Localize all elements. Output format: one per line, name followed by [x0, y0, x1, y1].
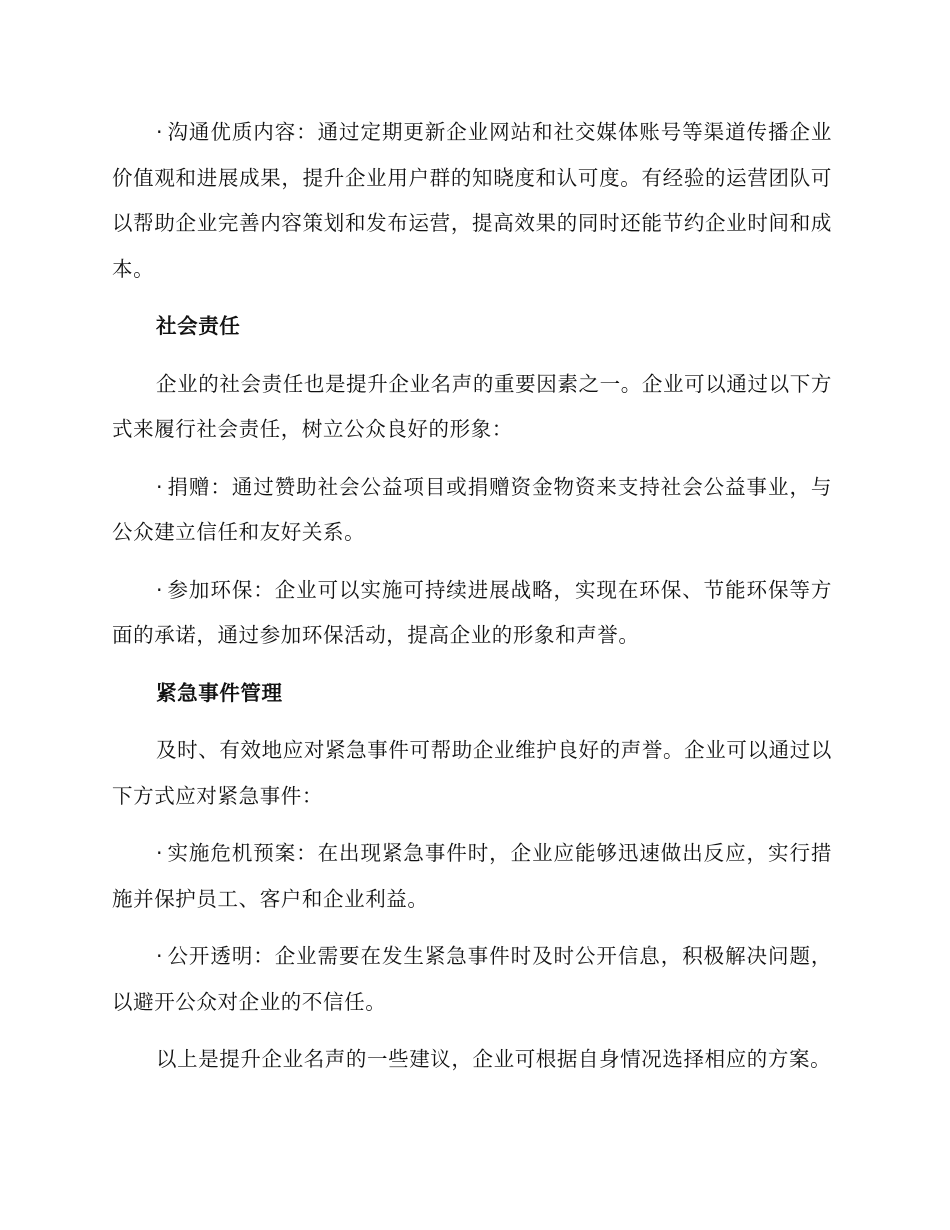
paragraph-social-responsibility-intro: 企业的社会责任也是提升企业名声的重要因素之一。企业可以通过以下方式来履行社会责任，树立公众良好的形象：: [112, 371, 832, 441]
bullet-marker: ·: [156, 120, 164, 144]
section-heading-emergency-management: 紧急事件管理: [156, 680, 283, 705]
bullet-text: 公开透明：企业需要在发生紧急事件时及时公开信息，积极解决问题，以避开公众对企业的不信任。: [112, 944, 832, 1014]
bullet-marker: ·: [156, 577, 164, 602]
bullet-text: 捐赠：通过赞助社会公益项目或捐赠资金物资来支持社会公益事业，与公众建立信任和友好关系。: [112, 474, 832, 544]
bullet-item-environment: [112, 568, 832, 659]
bullet-text: 实施危机预案：在出现紧急事件时，企业应能够迅速做出反应，实行措施并保护员工、客户和企业利益。: [112, 841, 832, 911]
bullet-item-donation: [112, 465, 832, 556]
bullet-marker: ·: [156, 841, 164, 865]
bullet-text: 沟通优质内容：通过定期更新企业网站和社交媒体账号等渠道传播企业价值观和进展成果，提升企业用户群的知晓度和认可度。有经验的运营团队可以帮助企业完善内容策划和发布运营，提高效果的同时还能节约企业时间和成本。: [112, 120, 832, 281]
bullet-marker: ·: [156, 474, 164, 499]
paragraph-conclusion: 以上是提升企业名声的一些建议，企业可根据自身情况选择相应的方案。: [156, 1047, 832, 1071]
bullet-item-content-communication: [112, 110, 832, 292]
bullet-item-transparency: [112, 934, 832, 1025]
paragraph-emergency-intro: 及时、有效地应对紧急事件可帮助企业维护良好的声誉。企业可以通过以下方式应对紧急事件：: [112, 738, 832, 808]
bullet-marker: ·: [156, 944, 164, 968]
document-body: [112, 110, 832, 1095]
section-heading-social-responsibility: 社会责任: [156, 314, 241, 338]
bullet-text: 参加环保：企业可以实施可持续进展战略，实现在环保、节能环保等方面的承诺，通过参加环保活动，提高企业的形象和声誉。: [112, 577, 832, 647]
bullet-item-crisis-plan: [112, 831, 832, 922]
